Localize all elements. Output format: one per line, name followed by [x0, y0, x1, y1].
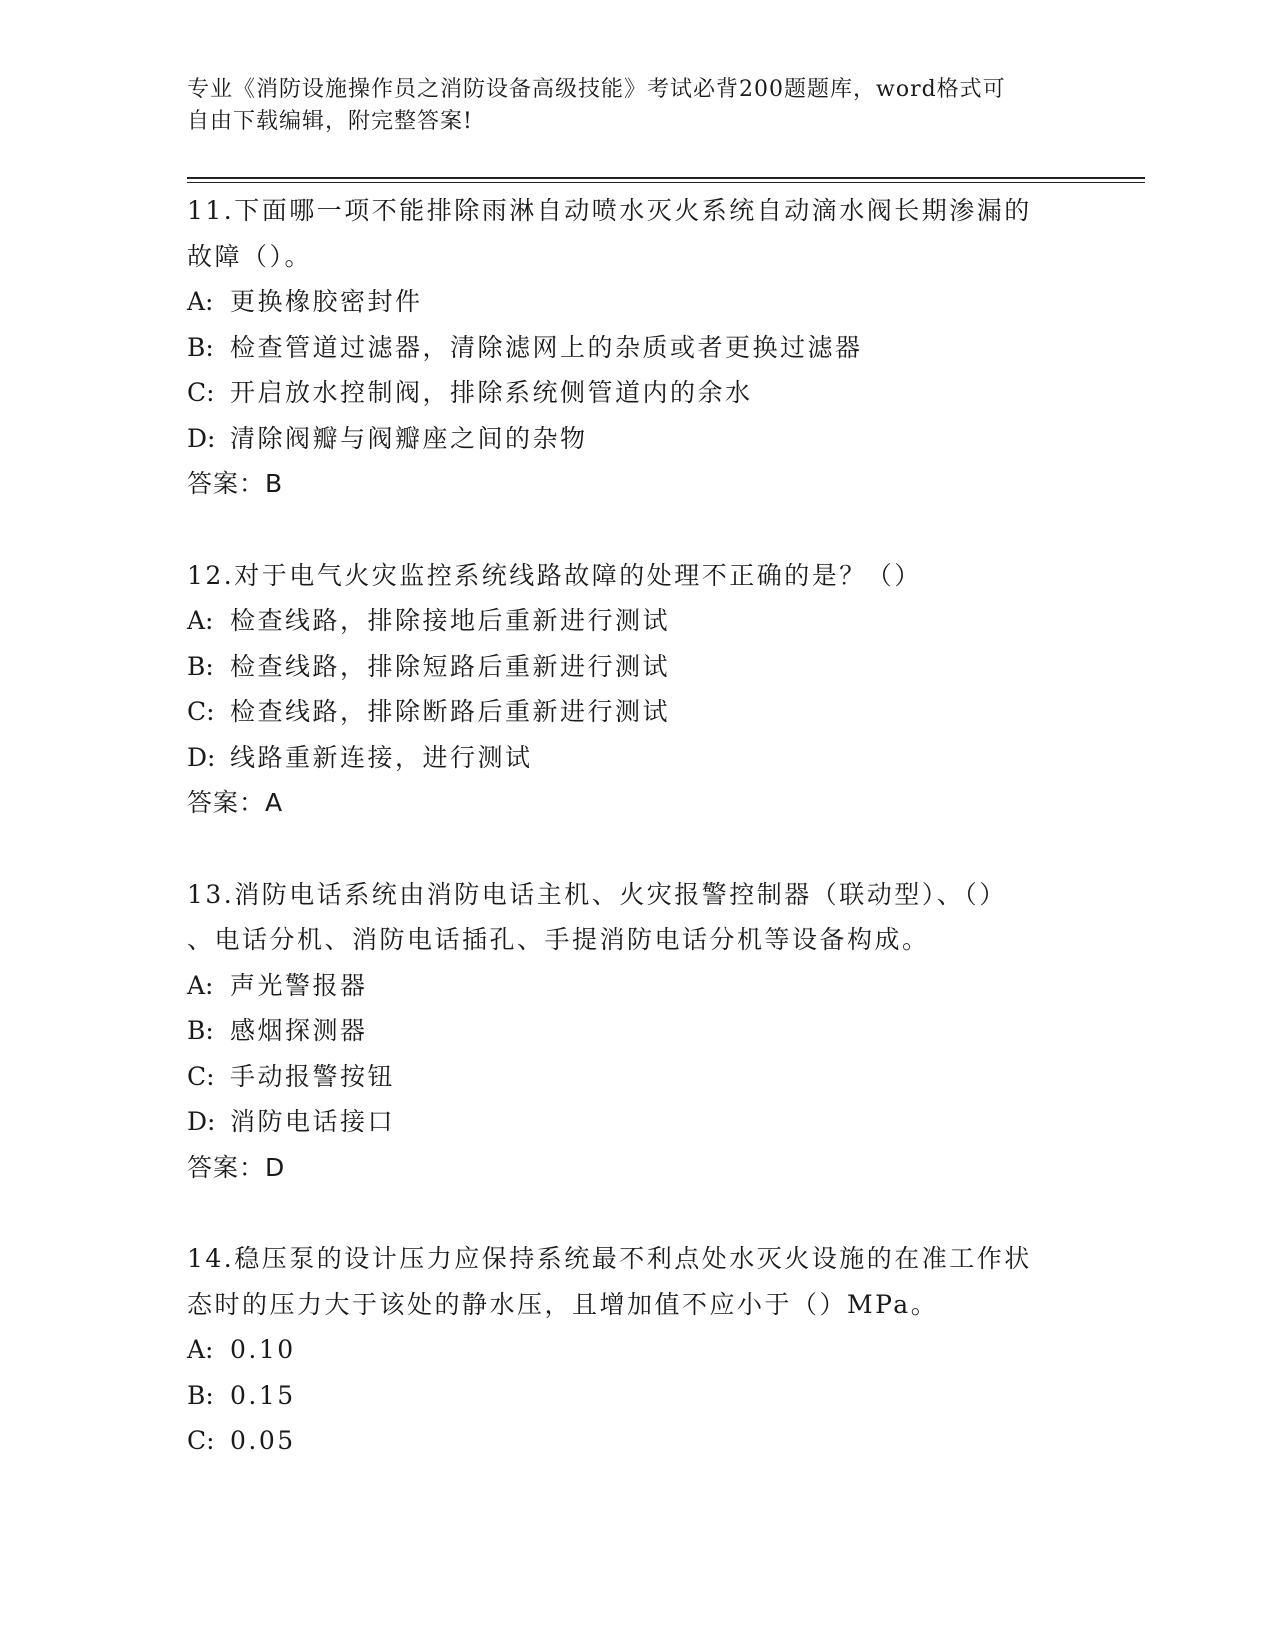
option-letter: C:: [187, 1426, 215, 1455]
question-text-line: 故障（）。: [187, 241, 313, 271]
option-letter: B:: [187, 1380, 214, 1410]
option-letter: B:: [187, 1016, 214, 1045]
question-13: [187, 872, 1087, 1191]
option-a: [187, 279, 1087, 325]
option-text: 感烟探测器: [230, 1016, 368, 1045]
answer-line: 答案：D: [187, 1152, 286, 1182]
option-letter: A:: [187, 606, 214, 635]
option-text: 线路重新连接，进行测试: [230, 742, 533, 772]
header-rule-thin: [187, 182, 1145, 183]
option-text: 0.05: [230, 1426, 296, 1455]
option-letter: D:: [187, 742, 216, 772]
question-12: [187, 553, 1087, 826]
header-line-1: 专业《消防设施操作员之消防设备高级技能》考试必背200题题库，word格式可: [187, 77, 1006, 102]
option-b: [187, 1373, 1087, 1419]
option-letter: D:: [187, 1107, 216, 1136]
option-c: [187, 1418, 1087, 1464]
option-text: 检查线路，排除断路后重新进行测试: [230, 697, 671, 726]
answer-line: 答案：B: [187, 469, 284, 498]
question-text-line: 、电话分机、消防电话插孔、手提消防电话分机等设备构成。: [187, 925, 930, 954]
option-a: [187, 598, 1087, 644]
question-text-line: 态时的压力大于该处的静水压，且增加值不应小于（）MPa。: [187, 1289, 939, 1319]
option-a: [187, 1327, 1087, 1373]
question-text-line: 13.消防电话系统由消防电话主机、火灾报警控制器（联动型）、（）: [187, 879, 1007, 909]
document-header: [187, 74, 1067, 138]
option-text: 清除阀瓣与阀瓣座之间的杂物: [230, 423, 588, 453]
option-c: [187, 370, 1087, 416]
option-text: 检查线路，排除接地后重新进行测试: [230, 606, 671, 635]
option-b: [187, 1008, 1087, 1054]
question-14: [187, 1236, 1087, 1464]
option-letter: A:: [187, 970, 214, 1000]
option-letter: C:: [187, 378, 215, 407]
option-c: [187, 1054, 1087, 1100]
option-text: 手动报警按钮: [230, 1061, 396, 1091]
answer-line: 答案：A: [187, 788, 284, 817]
option-a: [187, 963, 1087, 1009]
option-letter: B:: [187, 332, 214, 362]
question-text-line: 11.下面哪一项不能排除雨淋自动喷水灭火系统自动滴水阀长期渗漏的: [187, 196, 1032, 225]
header-rule-thick: [187, 177, 1145, 179]
option-text: 声光警报器: [230, 970, 368, 1000]
option-text: 检查线路，排除短路后重新进行测试: [230, 651, 671, 681]
option-b: [187, 325, 1087, 371]
option-d: [187, 1099, 1087, 1145]
question-11: [187, 188, 1087, 507]
question-text-line: 12.对于电气火灾监控系统线路故障的处理不正确的是？（）: [187, 560, 922, 590]
question-text-line: 14.稳压泵的设计压力应保持系统最不利点处水灭火设施的在准工作状: [187, 1244, 1032, 1273]
option-text: 检查管道过滤器，清除滤网上的杂质或者更换过滤器: [230, 332, 863, 362]
option-text: 开启放水控制阀，排除系统侧管道内的余水: [230, 378, 753, 407]
option-letter: C:: [187, 1061, 215, 1091]
question-list: [187, 188, 1087, 1510]
option-letter: A:: [187, 1335, 214, 1364]
option-letter: D:: [187, 423, 216, 453]
option-text: 消防电话接口: [230, 1107, 396, 1136]
option-letter: A:: [187, 287, 214, 316]
option-letter: C:: [187, 697, 215, 726]
option-text: 0.15: [230, 1380, 296, 1410]
option-text: 更换橡胶密封件: [230, 287, 423, 316]
option-d: [187, 416, 1087, 462]
option-c: [187, 689, 1087, 735]
option-letter: B:: [187, 651, 214, 681]
option-text: 0.10: [230, 1335, 296, 1364]
option-d: [187, 735, 1087, 781]
option-b: [187, 644, 1087, 690]
header-line-2: 自由下载编辑，附完整答案!: [187, 109, 473, 134]
